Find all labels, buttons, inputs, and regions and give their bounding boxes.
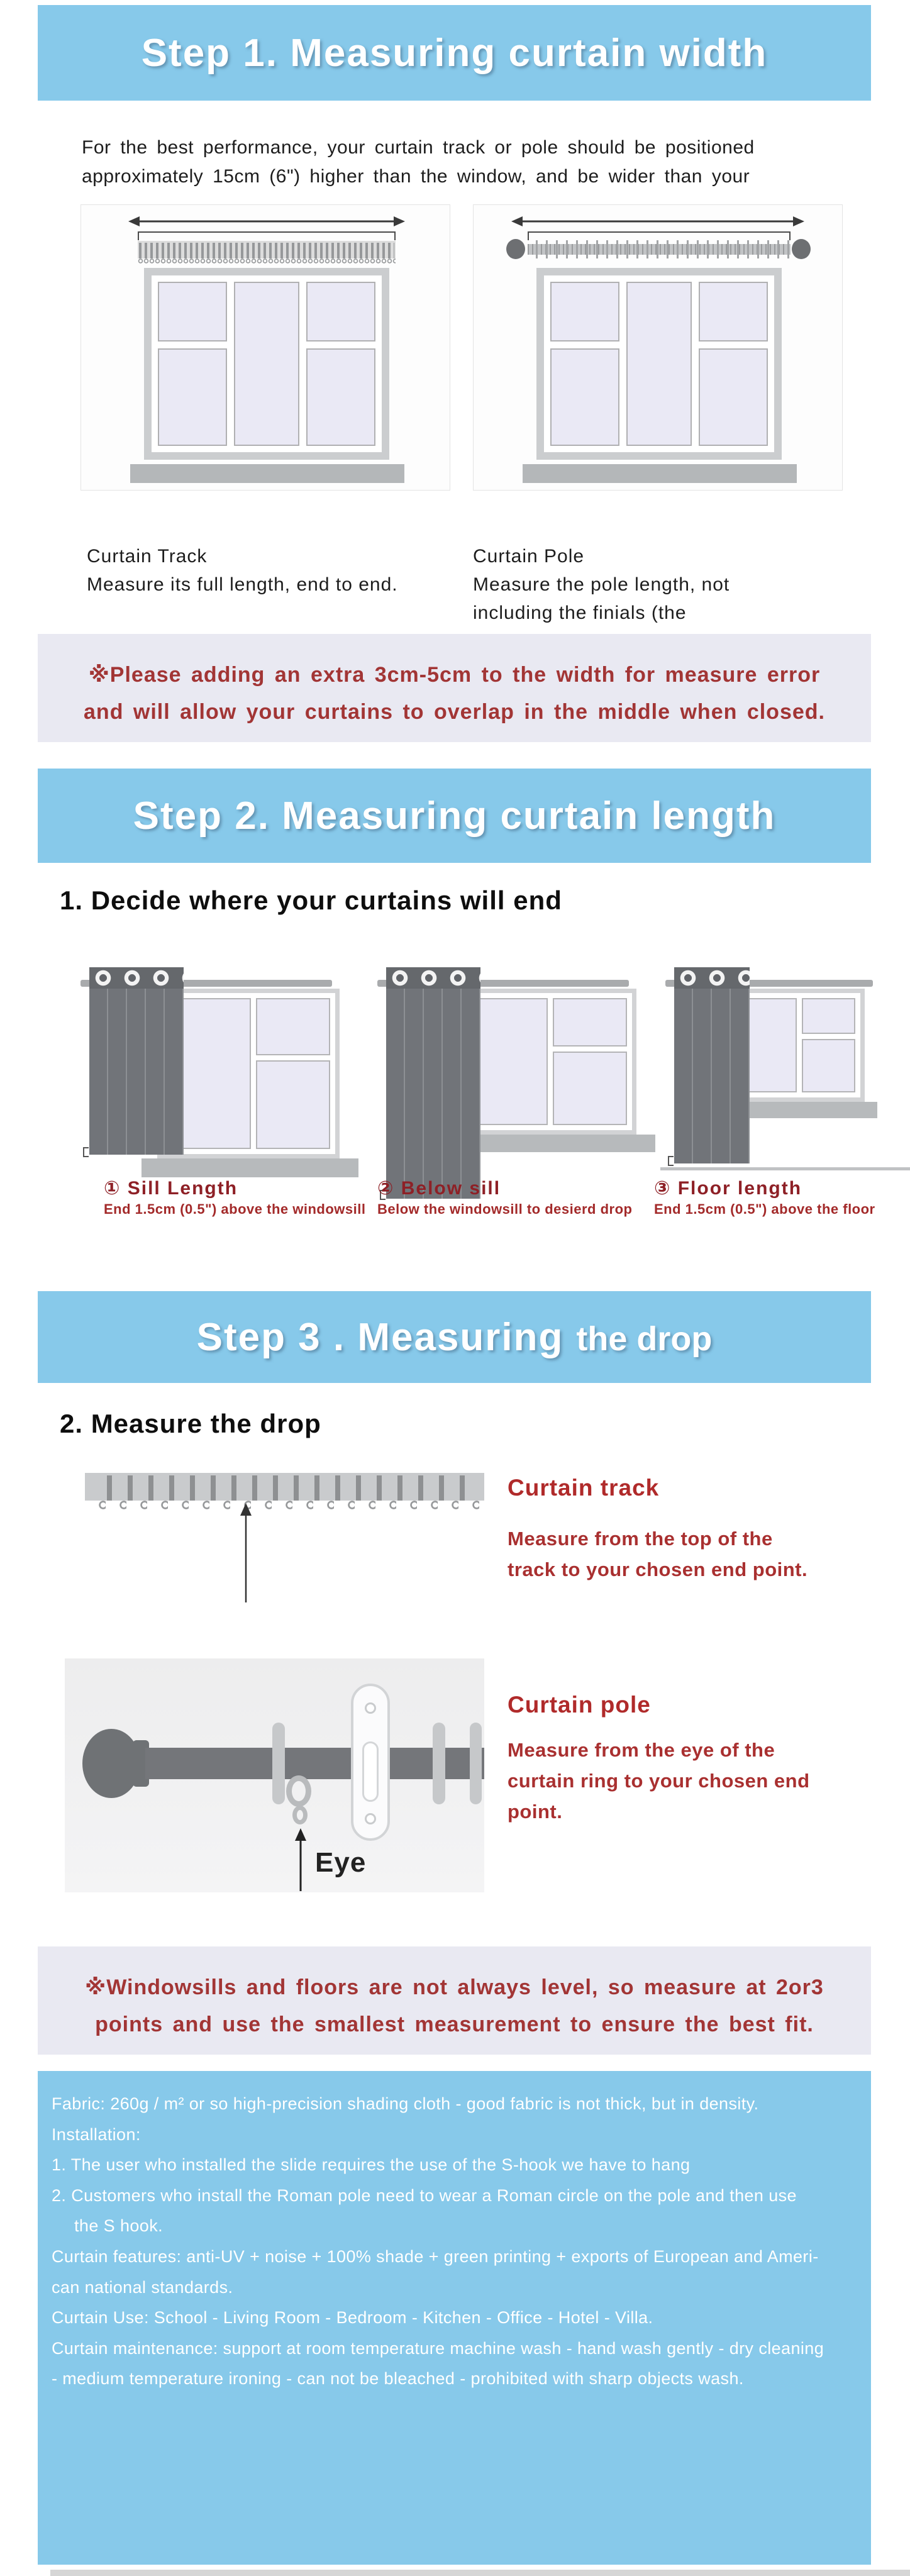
pole-finial-right <box>792 239 811 259</box>
step3-subheading: 2. Measure the drop <box>60 1409 321 1438</box>
curtain-pole-label: Curtain Pole <box>473 546 585 567</box>
gap-mark <box>668 1156 674 1166</box>
width-note-line2: and will allow your curtains to overlap in the middle when closed. <box>84 700 825 724</box>
detail-installation: Installation: <box>52 2124 141 2144</box>
window-pane <box>802 998 855 1034</box>
floor-line <box>660 1167 910 1170</box>
step2-banner <box>38 769 871 863</box>
detail-fabric: Fabric: 260g / m² or so high-precision shading cloth - good fabric is not thick, but in density. <box>52 2094 759 2113</box>
curtain-track-caption <box>87 542 398 599</box>
pole-instruction-line3: point. <box>508 1801 563 1823</box>
window <box>157 989 340 1158</box>
bracket-screw-hole <box>365 1702 376 1714</box>
option1-desc: End 1.5cm (0.5") above the windowsill <box>104 1201 366 1217</box>
curtain-ring <box>286 1775 311 1807</box>
curtain-track-illustration <box>138 241 396 258</box>
window-left-column <box>550 282 619 446</box>
step2-title: Step 2. Measuring curtain length <box>133 794 776 838</box>
step3-banner <box>38 1291 871 1383</box>
curtain-grommets <box>674 967 750 989</box>
measure-extent-bracket <box>528 231 791 240</box>
width-note-line1: ※Please adding an extra 3cm-5cm to the width for measure error <box>88 663 821 687</box>
window-illustration <box>144 268 389 460</box>
pole-ring <box>272 1723 285 1804</box>
window-right-column <box>802 998 855 1092</box>
window-center-pane <box>626 282 692 446</box>
pole-ring <box>433 1723 445 1804</box>
curtain-panel <box>89 967 184 1155</box>
curtain-panel <box>674 967 750 1163</box>
eye-up-arrow-icon <box>292 1828 309 1891</box>
detail-maintenance-1: Curtain maintenance: support at room temperature machine wash - hand wash gently - dry cleaning <box>52 2338 824 2358</box>
detail-features-2: can national standards. <box>52 2277 233 2297</box>
curtain-track-instructions <box>508 1523 807 1585</box>
window-illustration <box>536 268 782 460</box>
pole-ring <box>470 1723 482 1804</box>
track-illustration <box>85 1473 484 1501</box>
window-right-column <box>553 998 627 1125</box>
window-right-column <box>256 998 330 1149</box>
window-pane <box>553 998 627 1046</box>
bracket-screw-hole <box>365 1813 376 1824</box>
window-pane <box>553 1052 627 1125</box>
measure-extent-bracket <box>138 231 396 240</box>
level-note-line1: ※Windowsills and floors are not always level, so measure at 2or3 <box>85 1975 824 1999</box>
window-pane <box>550 348 619 446</box>
window-right-column <box>699 282 768 446</box>
detail-use: Curtain Use: School - Living Room - Bedroom - Kitchen - Office - Hotel - Villa. <box>52 2308 653 2328</box>
step3-title-sub: the drop <box>576 1319 713 1358</box>
window <box>454 989 636 1135</box>
curtain-pole-caption <box>473 542 730 627</box>
windowsill <box>523 464 797 483</box>
window-pane <box>306 282 375 341</box>
pole-instruction-line2: curtain ring to your chosen end <box>508 1770 810 1792</box>
window-pane <box>550 282 619 341</box>
curtain-pole-instructions <box>508 1735 810 1827</box>
width-note <box>38 634 871 742</box>
floor-length-illustration <box>660 963 910 1180</box>
below-sill-illustration <box>372 963 643 1206</box>
curtain-grommets <box>386 967 480 989</box>
measure-up-arrow-icon <box>238 1503 254 1602</box>
curtain-track-desc: Measure its full length, end to end. <box>87 574 398 595</box>
wall-bracket <box>351 1684 390 1841</box>
window-pane <box>158 348 227 446</box>
curtain-pole-heading: Curtain pole <box>508 1692 651 1718</box>
pole-illustration <box>65 1658 484 1892</box>
track-hook-loops <box>138 258 396 265</box>
curtain-pole-desc2: including the finials (the <box>473 602 687 623</box>
window-pane <box>699 282 768 341</box>
option3-desc: End 1.5cm (0.5") above the floor <box>654 1201 875 1217</box>
detail-install-1: 1. The user who installed the slide requires the use of the S-hook we have to hang <box>52 2155 691 2175</box>
window-pane <box>306 348 375 446</box>
window-left-column <box>158 282 227 446</box>
track-instruction-line1: Measure from the top of the <box>508 1528 773 1550</box>
eye-label: Eye <box>315 1847 367 1878</box>
window-pane <box>158 282 227 341</box>
curtain-track-label: Curtain Track <box>87 546 208 567</box>
window-right-column <box>306 282 375 446</box>
curtain-ring-eye <box>292 1806 308 1824</box>
pole-rings <box>528 240 791 258</box>
option1-label: ① Sill Length <box>104 1178 238 1199</box>
bracket-slot <box>362 1741 379 1802</box>
track-gliders <box>139 243 394 258</box>
step1-intro <box>82 133 755 191</box>
curtain-track-diagram <box>80 204 450 491</box>
detail-install-2: 2. Customers who install the Roman pole need to wear a Roman circle on the pole and then use <box>52 2185 797 2205</box>
pole-instruction-line1: Measure from the eye of the <box>508 1739 775 1761</box>
bottom-divider <box>50 2570 910 2576</box>
curtain-track-heading: Curtain track <box>508 1475 660 1501</box>
window-pane <box>256 998 330 1055</box>
step1-intro-line2: approximately 15cm (6") higher than the window, and be wider than your <box>82 166 750 187</box>
step1-intro-line1: For the best performance, your curtain track or pole should be positioned <box>82 137 755 158</box>
curtain-grommets <box>89 967 184 989</box>
option2-label: ② Below sill <box>377 1178 501 1199</box>
option3-label: ③ Floor length <box>654 1178 802 1199</box>
gap-mark <box>83 1147 89 1157</box>
pole-finial-left <box>506 239 525 259</box>
curtain-pole-desc1: Measure the pole length, not <box>473 574 730 595</box>
window-pane <box>699 348 768 446</box>
window-center-pane <box>234 282 299 446</box>
level-note <box>38 1946 871 2055</box>
step2-subheading: 1. Decide where your curtains will end <box>60 886 562 915</box>
step1-banner <box>38 5 871 101</box>
track-gliders <box>91 1475 478 1501</box>
step1-title: Step 1. Measuring curtain width <box>141 31 768 75</box>
width-double-arrow-icon <box>128 214 405 229</box>
curtain-panel <box>386 967 480 1199</box>
pole-finial-ball <box>82 1729 140 1798</box>
window-pane <box>256 1060 330 1149</box>
width-double-arrow-icon <box>511 214 804 229</box>
product-details-block <box>38 2071 871 2565</box>
detail-maintenance-2: - medium temperature ironing - can not be bleached - prohibited with sharp objects wash. <box>52 2369 744 2389</box>
curtain-pole-diagram <box>473 204 843 491</box>
detail-install-2b: the S hook. <box>74 2216 163 2236</box>
track-instruction-line2: track to your chosen end point. <box>508 1558 808 1580</box>
option2-desc: Below the windowsill to desierd drop <box>377 1201 633 1217</box>
windowsill <box>141 1158 358 1177</box>
detail-features-1: Curtain features: anti-UV + noise + 100% shade + green printing + exports of European and Ameri- <box>52 2246 819 2266</box>
track-hook-loops <box>85 1501 484 1511</box>
level-note-line2: points and use the smallest measurement to ensure the best fit. <box>95 2012 814 2036</box>
sill-length-illustration <box>75 963 346 1180</box>
step3-title <box>197 1315 713 1360</box>
step3-title-main: Step 3 . Measuring <box>196 1315 564 1359</box>
windowsill <box>130 464 404 483</box>
window-pane <box>802 1039 855 1092</box>
